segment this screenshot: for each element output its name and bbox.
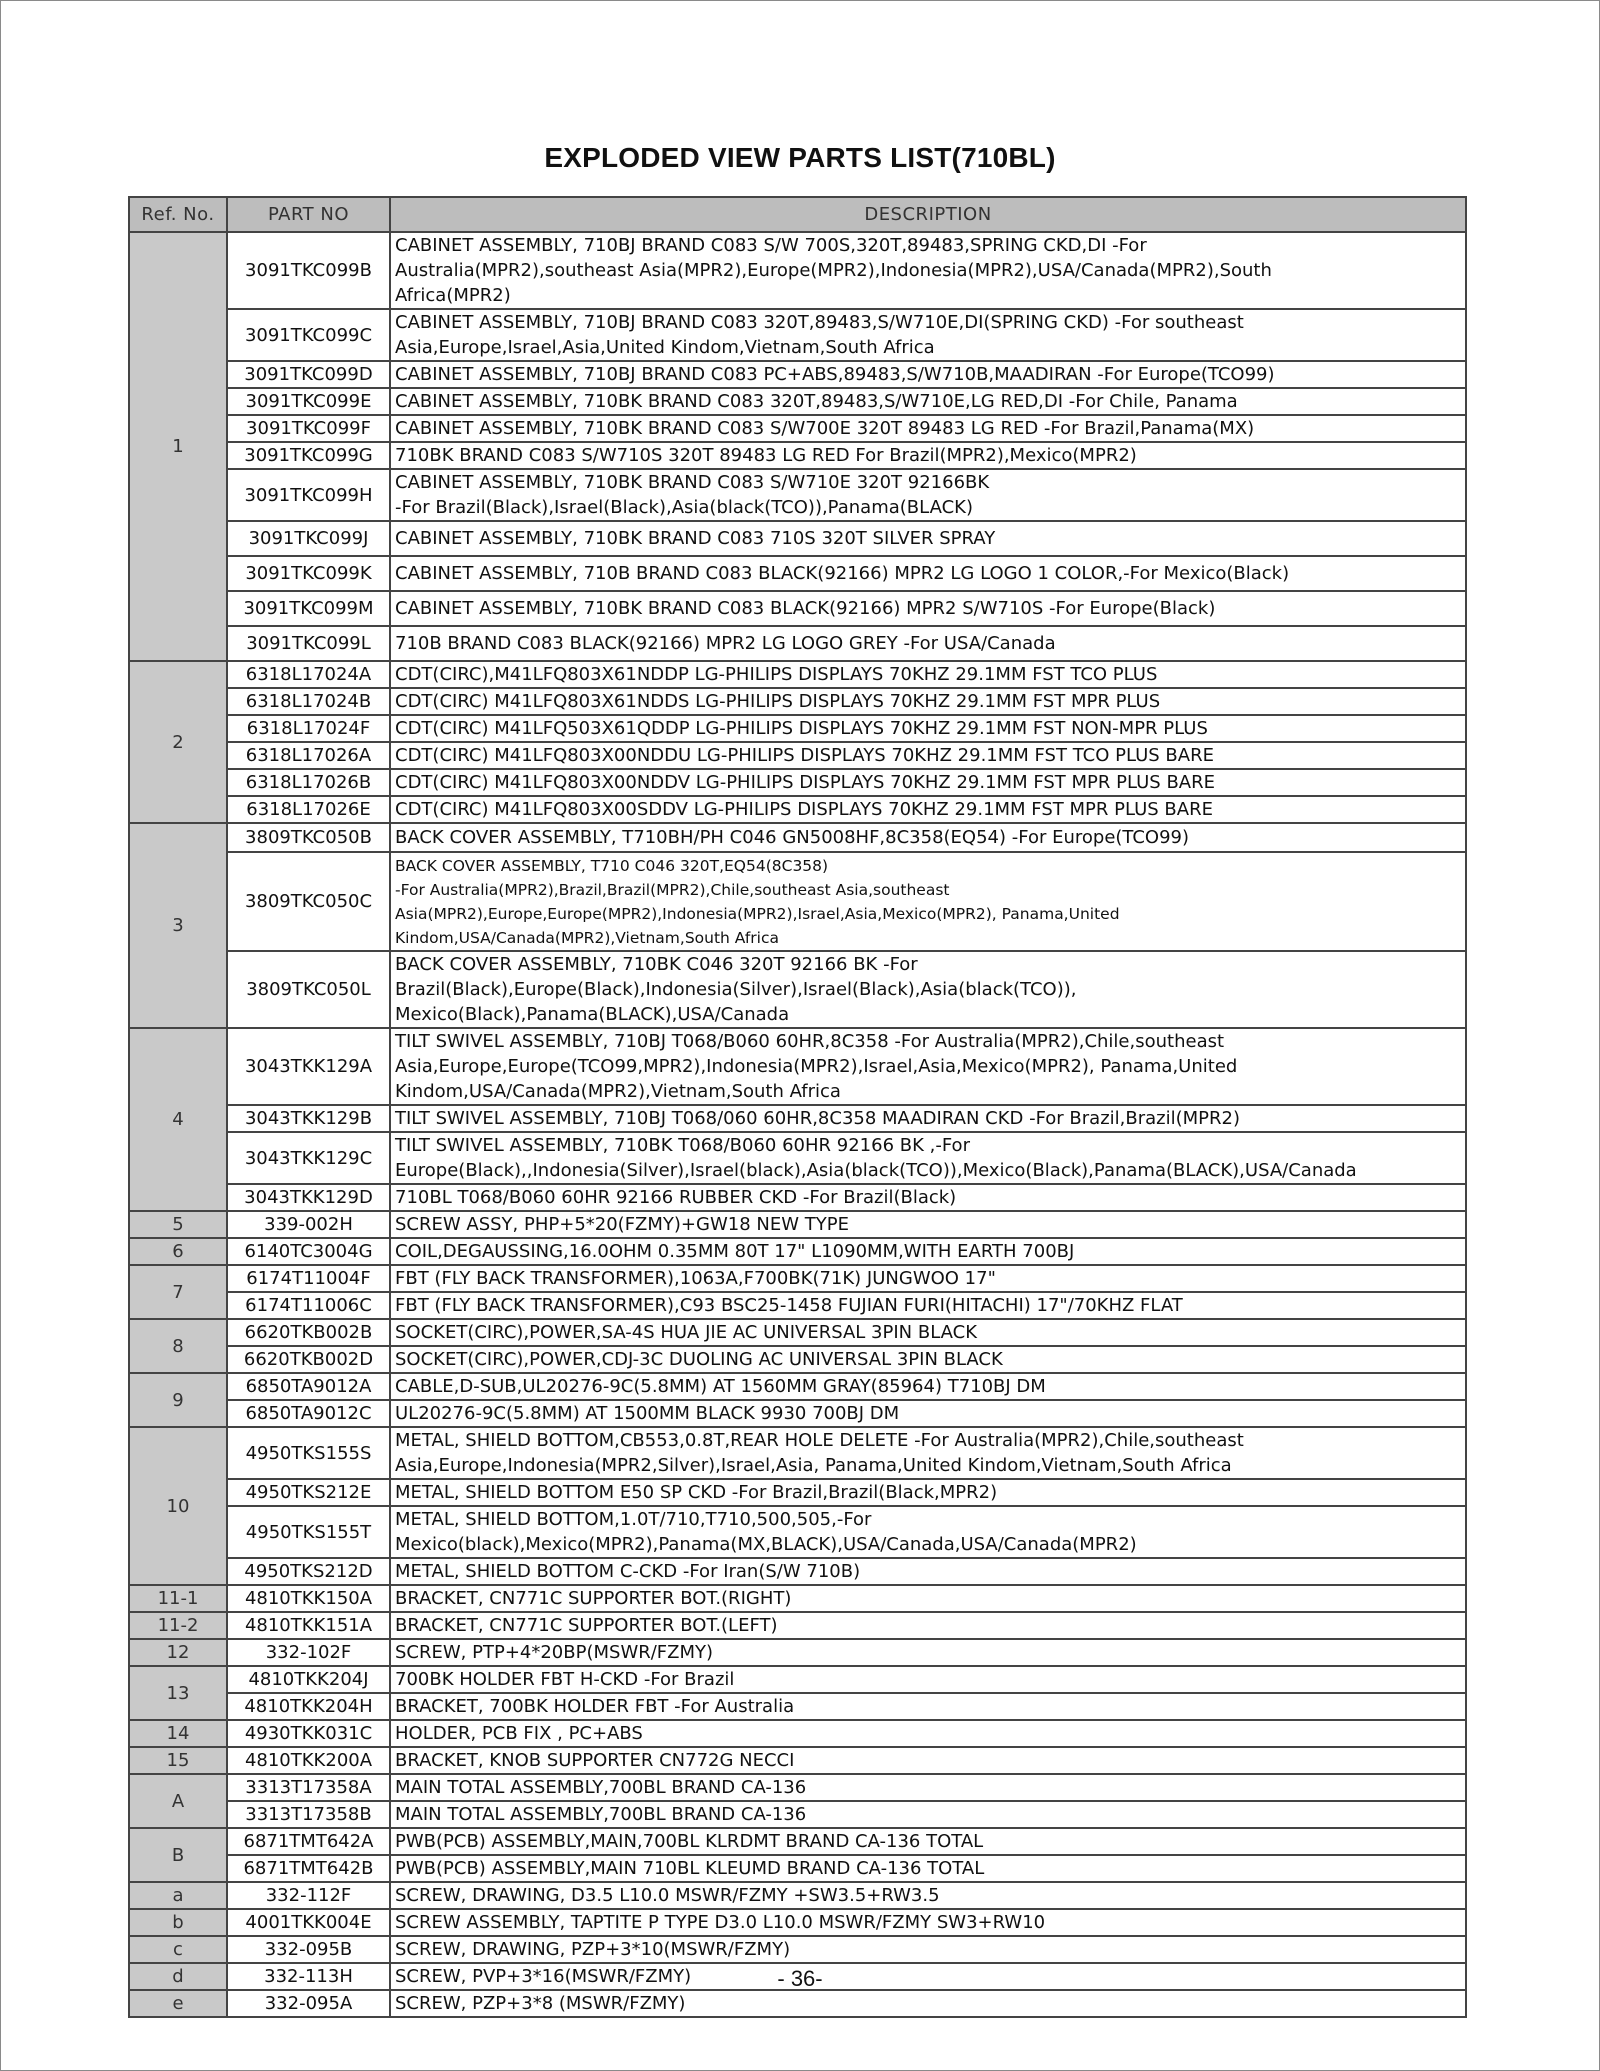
ref-no-cell: 11-1: [129, 1585, 227, 1612]
part-no-cell: 4950TKS155T: [227, 1506, 390, 1558]
part-no-cell: 3809TKC050B: [227, 823, 390, 852]
description-cell: TILT SWIVEL ASSEMBLY, 710BJ T068/B060 60HR,8C358 -For Australia(MPR2),Chile,southeast Asia,Europe,Europe(TCO99,MPR2),Indonesia(MPR2),Israel,Asia,Mexico(MPR2), Panama,United Kindom,USA/Canada(MPR2),Vietnam,South Africa: [390, 1028, 1466, 1105]
ref-no-cell: 15: [129, 1747, 227, 1774]
part-no-cell: 6318L17026B: [227, 769, 390, 796]
ref-no-cell: 4: [129, 1028, 227, 1211]
description-cell: CABINET ASSEMBLY, 710BJ BRAND C083 320T,89483,S/W710E,DI(SPRING CKD) -For southeast Asia,Europe,Israel,Asia,United Kindom,Vietnam,South Africa: [390, 309, 1466, 361]
part-no-cell: 4950TKS155S: [227, 1427, 390, 1479]
description-cell: CABINET ASSEMBLY, 710BK BRAND C083 S/W710E 320T 92166BK -For Brazil(Black),Israel(Black),Asia(black(TCO)),Panama(BLACK): [390, 469, 1466, 521]
description-cell: HOLDER, PCB FIX , PC+ABS: [390, 1720, 1466, 1747]
table-row: [129, 715, 1466, 742]
header-part-no: PART NO: [227, 197, 390, 232]
description-cell: SCREW, DRAWING, PZP+3*10(MSWR/FZMY): [390, 1936, 1466, 1963]
ref-no-cell: 14: [129, 1720, 227, 1747]
header-description: DESCRIPTION: [390, 197, 1466, 232]
description-cell: METAL, SHIELD BOTTOM E50 SP CKD -For Brazil,Brazil(Black,MPR2): [390, 1479, 1466, 1506]
description-cell: TILT SWIVEL ASSEMBLY, 710BJ T068/060 60HR,8C358 MAADIRAN CKD -For Brazil,Brazil(MPR2): [390, 1105, 1466, 1132]
ref-no-cell: a: [129, 1882, 227, 1909]
table-row: [129, 1585, 1466, 1612]
ref-no-cell: 5: [129, 1211, 227, 1238]
table-row: [129, 1990, 1466, 2017]
table-row: [129, 1558, 1466, 1585]
part-no-cell: 6620TKB002D: [227, 1346, 390, 1373]
table-row: [129, 309, 1466, 361]
table-row: [129, 469, 1466, 521]
part-no-cell: 3043TKK129A: [227, 1028, 390, 1105]
ref-no-cell: b: [129, 1909, 227, 1936]
table-row: [129, 1427, 1466, 1479]
ref-no-cell: B: [129, 1828, 227, 1882]
table-row: [129, 1666, 1466, 1693]
part-no-cell: 6140TC3004G: [227, 1238, 390, 1265]
table-row: [129, 852, 1466, 951]
part-no-cell: 4810TKK151A: [227, 1612, 390, 1639]
description-cell: CABINET ASSEMBLY, 710B BRAND C083 BLACK(92166) MPR2 LG LOGO 1 COLOR,-For Mexico(Black): [390, 556, 1466, 591]
part-no-cell: 3313T17358A: [227, 1774, 390, 1801]
description-cell: PWB(PCB) ASSEMBLY,MAIN,700BL KLRDMT BRAND CA-136 TOTAL: [390, 1828, 1466, 1855]
ref-no-cell: c: [129, 1936, 227, 1963]
table-row: [129, 1132, 1466, 1184]
part-no-cell: 3809TKC050L: [227, 951, 390, 1028]
part-no-cell: 3091TKC099D: [227, 361, 390, 388]
table-row: [129, 626, 1466, 661]
table-row: [129, 361, 1466, 388]
table-row: [129, 1909, 1466, 1936]
description-cell: SOCKET(CIRC),POWER,CDJ-3C DUOLING AC UNIVERSAL 3PIN BLACK: [390, 1346, 1466, 1373]
ref-no-cell: 13: [129, 1666, 227, 1720]
part-no-cell: 6850TA9012A: [227, 1373, 390, 1400]
ref-no-cell: d: [129, 1963, 227, 1990]
ref-no-cell: 12: [129, 1639, 227, 1666]
table-row: [129, 1936, 1466, 1963]
part-no-cell: 6318L17024B: [227, 688, 390, 715]
description-cell: SCREW, PTP+4*20BP(MSWR/FZMY): [390, 1639, 1466, 1666]
part-no-cell: 4810TKK150A: [227, 1585, 390, 1612]
part-no-cell: 3091TKC099C: [227, 309, 390, 361]
table-row: [129, 415, 1466, 442]
description-cell: BACK COVER ASSEMBLY, T710 C046 320T,EQ54(8C358) -For Australia(MPR2),Brazil,Brazil(MPR2),Chile,southeast Asia,southeast Asia(MPR2),Europe,Europe(MPR2),Indonesia(MPR2),Israel,Asia,Mexico(MPR2), Panama,United Kindom,USA/Canada(MPR2),Vietnam,South Africa: [390, 852, 1466, 951]
description-cell: CDT(CIRC) M41LFQ503X61QDDP LG-PHILIPS DISPLAYS 70KHZ 29.1MM FST NON-MPR PLUS: [390, 715, 1466, 742]
part-no-cell: 3091TKC099H: [227, 469, 390, 521]
description-cell: CABINET ASSEMBLY, 710BJ BRAND C083 PC+ABS,89483,S/W710B,MAADIRAN -For Europe(TCO99): [390, 361, 1466, 388]
part-no-cell: 3043TKK129C: [227, 1132, 390, 1184]
part-no-cell: 6620TKB002B: [227, 1319, 390, 1346]
part-no-cell: 6174T11006C: [227, 1292, 390, 1319]
description-cell: FBT (FLY BACK TRANSFORMER),C93 BSC25-1458 FUJIAN FURI(HITACHI) 17"/70KHZ FLAT: [390, 1292, 1466, 1319]
table-row: [129, 688, 1466, 715]
table-row: [129, 951, 1466, 1028]
table-row: [129, 796, 1466, 823]
part-no-cell: 3809TKC050C: [227, 852, 390, 951]
part-no-cell: 6850TA9012C: [227, 1400, 390, 1427]
description-cell: CDT(CIRC) M41LFQ803X00SDDV LG-PHILIPS DISPLAYS 70KHZ 29.1MM FST MPR PLUS BARE: [390, 796, 1466, 823]
part-no-cell: 4810TKK204J: [227, 1666, 390, 1693]
part-no-cell: 4950TKS212D: [227, 1558, 390, 1585]
description-cell: CABINET ASSEMBLY, 710BK BRAND C083 BLACK(92166) MPR2 S/W710S -For Europe(Black): [390, 591, 1466, 626]
table-row: [129, 742, 1466, 769]
table-row: [129, 1238, 1466, 1265]
table-row: [129, 1479, 1466, 1506]
description-cell: BRACKET, CN771C SUPPORTER BOT.(RIGHT): [390, 1585, 1466, 1612]
part-no-cell: 3091TKC099E: [227, 388, 390, 415]
ref-no-cell: 3: [129, 823, 227, 1028]
description-cell: CDT(CIRC) M41LFQ803X61NDDS LG-PHILIPS DISPLAYS 70KHZ 29.1MM FST MPR PLUS: [390, 688, 1466, 715]
part-no-cell: 3091TKC099M: [227, 591, 390, 626]
table-row: [129, 556, 1466, 591]
description-cell: CABINET ASSEMBLY, 710BK BRAND C083 320T,89483,S/W710E,LG RED,DI -For Chile, Panama: [390, 388, 1466, 415]
description-cell: MAIN TOTAL ASSEMBLY,700BL BRAND CA-136: [390, 1774, 1466, 1801]
ref-no-cell: e: [129, 1990, 227, 2017]
description-cell: SCREW, DRAWING, D3.5 L10.0 MSWR/FZMY +SW3.5+RW3.5: [390, 1882, 1466, 1909]
description-cell: CDT(CIRC) M41LFQ803X00NDDV LG-PHILIPS DISPLAYS 70KHZ 29.1MM FST MPR PLUS BARE: [390, 769, 1466, 796]
description-cell: MAIN TOTAL ASSEMBLY,700BL BRAND CA-136: [390, 1801, 1466, 1828]
description-cell: PWB(PCB) ASSEMBLY,MAIN 710BL KLEUMD BRAND CA-136 TOTAL: [390, 1855, 1466, 1882]
description-cell: CDT(CIRC),M41LFQ803X61NDDP LG-PHILIPS DISPLAYS 70KHZ 29.1MM FST TCO PLUS: [390, 661, 1466, 688]
part-no-cell: 6318L17026A: [227, 742, 390, 769]
ref-no-cell: A: [129, 1774, 227, 1828]
table-row: [129, 1882, 1466, 1909]
description-cell: 700BK HOLDER FBT H-CKD -For Brazil: [390, 1666, 1466, 1693]
part-no-cell: 4001TKK004E: [227, 1909, 390, 1936]
description-cell: COIL,DEGAUSSING,16.0OHM 0.35MM 80T 17" L1090MM,WITH EARTH 700BJ: [390, 1238, 1466, 1265]
table-row: [129, 1506, 1466, 1558]
part-no-cell: 4950TKS212E: [227, 1479, 390, 1506]
ref-no-cell: 2: [129, 661, 227, 823]
ref-no-cell: 7: [129, 1265, 227, 1319]
parts-table-body: [129, 232, 1466, 2017]
part-no-cell: 3091TKC099F: [227, 415, 390, 442]
description-cell: 710BL T068/B060 60HR 92166 RUBBER CKD -For Brazil(Black): [390, 1184, 1466, 1211]
page-title: EXPLODED VIEW PARTS LIST(710BL): [544, 142, 1056, 173]
part-no-cell: 6318L17026E: [227, 796, 390, 823]
table-row: [129, 1373, 1466, 1400]
description-cell: BRACKET, 700BK HOLDER FBT -For Australia: [390, 1693, 1466, 1720]
part-no-cell: 339-002H: [227, 1211, 390, 1238]
table-row: [129, 1184, 1466, 1211]
table-row: [129, 1639, 1466, 1666]
table-header-row: [129, 197, 1466, 232]
ref-no-cell: 10: [129, 1427, 227, 1585]
description-cell: METAL, SHIELD BOTTOM,1.0T/710,T710,500,505,-For Mexico(black),Mexico(MPR2),Panama(MX,BLACK),USA/Canada,USA/Canada(MPR2): [390, 1506, 1466, 1558]
part-no-cell: 332-112F: [227, 1882, 390, 1909]
part-no-cell: 332-113H: [227, 1963, 390, 1990]
part-no-cell: 6318L17024F: [227, 715, 390, 742]
description-cell: TILT SWIVEL ASSEMBLY, 710BK T068/B060 60HR 92166 BK ,-For Europe(Black),,Indonesia(Silver),Israel(black),Asia(black(TCO)),Mexico(Black),Panama(BLACK),USA/Canada: [390, 1132, 1466, 1184]
description-cell: UL20276-9C(5.8MM) AT 1500MM BLACK 9930 700BJ DM: [390, 1400, 1466, 1427]
table-row: [129, 1720, 1466, 1747]
part-no-cell: 3091TKC099B: [227, 232, 390, 309]
table-row: [129, 769, 1466, 796]
part-no-cell: 332-102F: [227, 1639, 390, 1666]
ref-no-cell: 1: [129, 232, 227, 661]
page-number: - 36-: [777, 1966, 823, 1991]
description-cell: 710B BRAND C083 BLACK(92166) MPR2 LG LOGO GREY -For USA/Canada: [390, 626, 1466, 661]
table-row: [129, 1265, 1466, 1292]
ref-no-cell: 8: [129, 1319, 227, 1373]
table-row: [129, 1400, 1466, 1427]
part-no-cell: 6318L17024A: [227, 661, 390, 688]
table-row: [129, 1774, 1466, 1801]
ref-no-cell: 6: [129, 1238, 227, 1265]
table-row: [129, 1855, 1466, 1882]
table-row: [129, 1747, 1466, 1774]
table-row: [129, 823, 1466, 852]
table-row: [129, 521, 1466, 556]
parts-table: [128, 196, 1467, 2018]
table-row: [129, 388, 1466, 415]
description-cell: FBT (FLY BACK TRANSFORMER),1063A,F700BK(71K) JUNGWOO 17": [390, 1265, 1466, 1292]
description-cell: CABLE,D-SUB,UL20276-9C(5.8MM) AT 1560MM GRAY(85964) T710BJ DM: [390, 1373, 1466, 1400]
description-cell: CABINET ASSEMBLY, 710BK BRAND C083 S/W700E 320T 89483 LG RED -For Brazil,Panama(MX): [390, 415, 1466, 442]
table-row: [129, 1828, 1466, 1855]
part-no-cell: 6871TMT642A: [227, 1828, 390, 1855]
part-no-cell: 3313T17358B: [227, 1801, 390, 1828]
description-cell: CABINET ASSEMBLY, 710BK BRAND C083 710S 320T SILVER SPRAY: [390, 521, 1466, 556]
part-no-cell: 6174T11004F: [227, 1265, 390, 1292]
part-no-cell: 3091TKC099K: [227, 556, 390, 591]
part-no-cell: 3091TKC099G: [227, 442, 390, 469]
table-row: [129, 1693, 1466, 1720]
part-no-cell: 332-095B: [227, 1936, 390, 1963]
description-cell: SCREW, PVP+3*16(MSWR/FZMY): [390, 1963, 1466, 1990]
table-row: [129, 1346, 1466, 1373]
description-cell: BRACKET, KNOB SUPPORTER CN772G NECCI: [390, 1747, 1466, 1774]
table-row: [129, 232, 1466, 309]
part-no-cell: 4930TKK031C: [227, 1720, 390, 1747]
table-row: [129, 1211, 1466, 1238]
table-row: [129, 1801, 1466, 1828]
part-no-cell: 332-095A: [227, 1990, 390, 2017]
description-cell: METAL, SHIELD BOTTOM,CB553,0.8T,REAR HOLE DELETE -For Australia(MPR2),Chile,southeast Asia,Europe,Indonesia(MPR2,Silver),Israel,Asia, Panama,United Kindom,Vietnam,South Africa: [390, 1427, 1466, 1479]
description-cell: SOCKET(CIRC),POWER,SA-4S HUA JIE AC UNIVERSAL 3PIN BLACK: [390, 1319, 1466, 1346]
table-row: [129, 1612, 1466, 1639]
ref-no-cell: 11-2: [129, 1612, 227, 1639]
part-no-cell: 4810TKK204H: [227, 1693, 390, 1720]
table-row: [129, 1292, 1466, 1319]
ref-no-cell: 9: [129, 1373, 227, 1427]
header-ref-no: Ref. No.: [129, 197, 227, 232]
description-cell: CABINET ASSEMBLY, 710BJ BRAND C083 S/W 700S,320T,89483,SPRING CKD,DI -For Australia(MPR2),southeast Asia(MPR2),Europe(MPR2),Indonesia(MPR2),USA/Canada(MPR2),South Africa(MPR2): [390, 232, 1466, 309]
description-cell: SCREW ASSY, PHP+5*20(FZMY)+GW18 NEW TYPE: [390, 1211, 1466, 1238]
description-cell: BACK COVER ASSEMBLY, T710BH/PH C046 GN5008HF,8C358(EQ54) -For Europe(TCO99): [390, 823, 1466, 852]
part-no-cell: 3091TKC099L: [227, 626, 390, 661]
part-no-cell: 3043TKK129B: [227, 1105, 390, 1132]
description-cell: 710BK BRAND C083 S/W710S 320T 89483 LG RED For Brazil(MPR2),Mexico(MPR2): [390, 442, 1466, 469]
description-cell: CDT(CIRC) M41LFQ803X00NDDU LG-PHILIPS DISPLAYS 70KHZ 29.1MM FST TCO PLUS BARE: [390, 742, 1466, 769]
part-no-cell: 6871TMT642B: [227, 1855, 390, 1882]
description-cell: BACK COVER ASSEMBLY, 710BK C046 320T 92166 BK -For Brazil(Black),Europe(Black),Indonesia(Silver),Israel(Black),Asia(black(TCO)), Mexico(Black),Panama(BLACK),USA/Canada: [390, 951, 1466, 1028]
table-row: [129, 1028, 1466, 1105]
table-row: [129, 661, 1466, 688]
part-no-cell: 4810TKK200A: [227, 1747, 390, 1774]
table-row: [129, 1105, 1466, 1132]
description-cell: METAL, SHIELD BOTTOM C-CKD -For Iran(S/W 710B): [390, 1558, 1466, 1585]
description-cell: SCREW, PZP+3*8 (MSWR/FZMY): [390, 1990, 1466, 2017]
part-no-cell: 3043TKK129D: [227, 1184, 390, 1211]
table-row: [129, 591, 1466, 626]
description-cell: BRACKET, CN771C SUPPORTER BOT.(LEFT): [390, 1612, 1466, 1639]
table-row: [129, 442, 1466, 469]
description-cell: SCREW ASSEMBLY, TAPTITE P TYPE D3.0 L10.0 MSWR/FZMY SW3+RW10: [390, 1909, 1466, 1936]
table-row: [129, 1319, 1466, 1346]
part-no-cell: 3091TKC099J: [227, 521, 390, 556]
